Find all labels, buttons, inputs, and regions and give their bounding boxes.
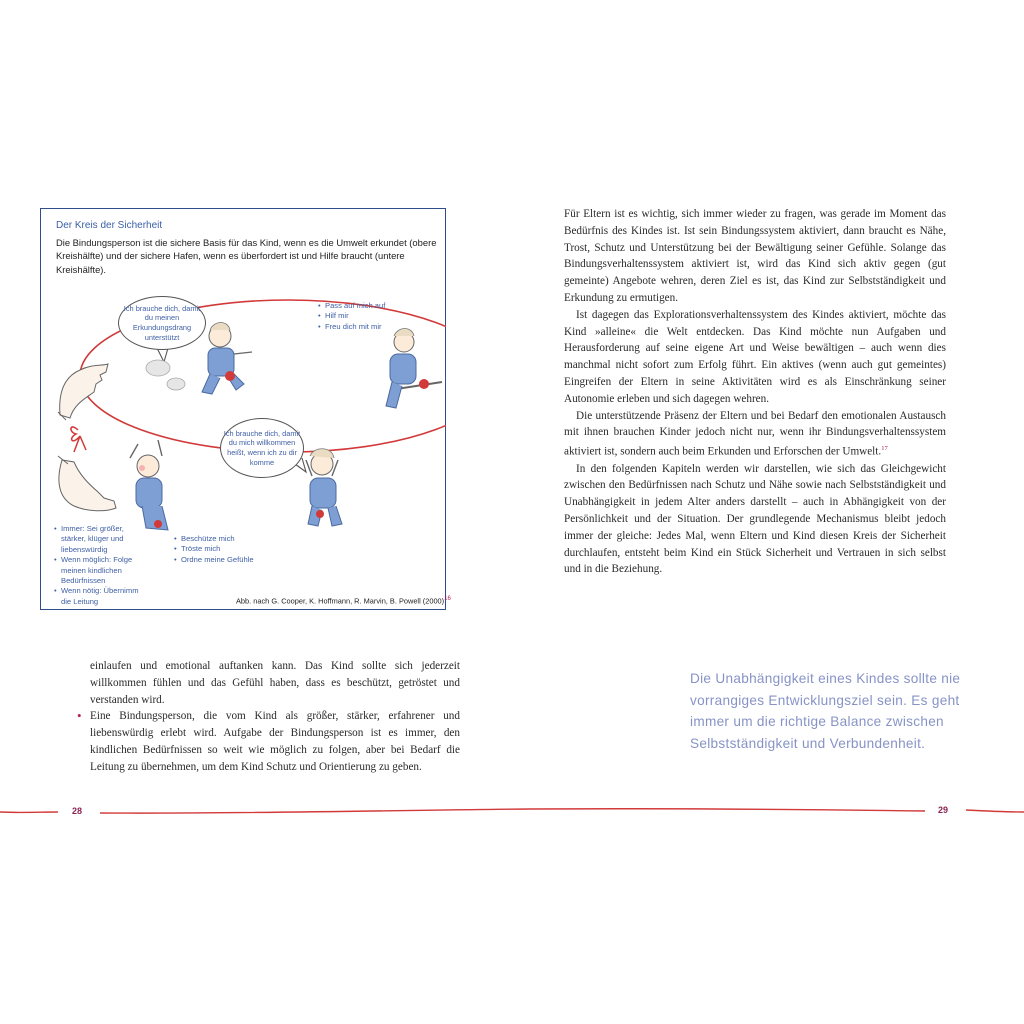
paragraph: In den folgenden Kapiteln werden wir darstellen, wie sich das Gleichgewicht zwischen den Bedürfnissen nach Schutz und Nähe sowie nach Selbstständigkeit und Unabhängigkeit in jedem Alter anders darstellt – auch in Abhängigkeit von der Persönlichkeit und der Situation. Der grundlegende Mechanismus bleibt jedoch immer der gleiche: Jedes Mal, wenn Eltern und Kind diesen Kreis der Sicherheit durchlaufen, entsteht beim Kind ein Stück Sicherheit und Vertrauen in sich selbst und in die Beziehung.	[564, 462, 946, 576]
speech-bubble-exploration	[118, 296, 206, 350]
list-bottom-left	[54, 524, 150, 607]
dust-clouds	[146, 360, 185, 390]
footer-rules	[0, 800, 1024, 824]
bullet-marker: •	[77, 708, 82, 724]
bubble-welcome-text: Ich brauche dich, damit du mich willkommen heißt, wenn ich zu dir komme	[223, 428, 301, 467]
list-top-right	[318, 301, 428, 332]
child-climbing	[386, 329, 442, 409]
figure-title: Der Kreis der Sicherheit	[56, 220, 163, 231]
hand-lower	[58, 456, 116, 511]
list-item: • Tröste mich	[174, 544, 294, 554]
list-item: • Wenn nötig: Übernimm die Leitung	[54, 586, 150, 607]
page-number-left: 28	[72, 806, 83, 816]
bullet-text: Eine Bindungsperson, die vom Kind als größer, stärker, erfahrener und liebenswürdig erlebt wird. Aufgabe der Bindungsperson ist es immer, den kindlichen Bedürfnissen so weit wie möglich zu folgen, aber bei Bedarf die Leitung zu übernehmen, um dem Kind Schutz und Orientierung zu geben.	[90, 710, 460, 773]
list-item: • Pass auf mich auf	[318, 301, 428, 311]
figure-credit-text: Abb. nach G. Cooper, K. Hoffmann, R. Marvin, B. Powell (2000)	[236, 596, 445, 606]
child-arms-up	[130, 440, 168, 530]
figure-credit	[236, 596, 451, 605]
hand-upper	[58, 364, 108, 420]
list-item: • Wenn möglich: Folge meinen kindlichen Bedürfnissen	[54, 555, 150, 586]
paragraph: Ist dagegen das Explorationsverhaltenssystem des Kindes aktiviert, möchte das Kind »alleine« die Welt entdecken. Das Kind möchte nun Aufgaben und Herausforderung auf seine eigene Art und Weise bewältigen – auch wenn dies manchmal nicht sofort zum Erfolg führt. Ein aktives (wenn auch gut gemeintes) Eingreifen der Eltern in seine Aktivitäten wird es als Einschränkung seiner Autonomie erleben und sich dagegen wehren.	[564, 308, 946, 405]
footer-rule-main	[100, 809, 925, 813]
footnote-ref: 16	[444, 596, 451, 602]
child-walking-away	[202, 323, 252, 395]
red-bow	[71, 427, 86, 452]
list-item: • Hilf mir	[318, 311, 428, 321]
bullet-item	[77, 708, 460, 775]
page-number-right: 29	[938, 805, 949, 815]
pull-quote: Die Unabhängigkeit eines Kindes sollte nie vorrangiges Entwicklungsziel sein. Es geht immer um die richtige Balance zwischen Selbstständigkeit und Verbundenheit.	[690, 671, 961, 751]
left-page-text	[77, 658, 460, 776]
paragraph: Für Eltern ist es wichtig, sich immer wieder zu fragen, was gerade im Moment das Bedürfnis des Kindes ist. Ist sein Bindungssystem aktiviert, dann braucht es Nähe, Trost, Schutz und Unterstützung bei der Bewältigung seiner Gefühle. Solange das Bindungsverhaltenssystem aktiviert ist, wird das Kind sich aktiv gegen (gut gemeinte) Angebote wehren, deren Ziel es ist, das Kind zur Selbstständigkeit und Erkundung zu ermutigen.	[564, 208, 946, 304]
child-upset	[306, 449, 342, 526]
paragraph: einlaufen und emotional auftanken kann. Das Kind sollte sich jederzeit willkommen fühlen und das Gefühl haben, dass es beschützt, getröstet und verstanden wird.	[90, 660, 460, 706]
paragraph	[564, 408, 946, 461]
bubble-exploration-text: Ich brauche dich, damit du meinen Erkundungsdrang unterstützt	[123, 303, 201, 342]
speech-bubble-welcome	[220, 418, 304, 478]
list-item: • Immer: Sei größer, stärker, klüger und liebenswürdig	[54, 524, 150, 555]
footer-rule-right-end	[966, 810, 1024, 812]
list-item: • Freu dich mit mir	[318, 322, 428, 332]
figure-intro: Die Bindungsperson ist die sichere Basis für das Kind, wenn es die Umwelt erkundet (obere Kreishälfte) und der sichere Hafen, wenn es überfordert ist und Hilfe braucht (untere Kreishälfte).	[56, 237, 437, 275]
right-page-text	[564, 206, 946, 578]
footnote-ref: 17	[881, 445, 888, 453]
list-item: • Ordne meine Gefühle	[174, 555, 294, 565]
list-bottom-middle	[174, 534, 294, 565]
list-item: • Beschütze mich	[174, 534, 294, 544]
paragraph-text: Die unterstützende Präsenz der Eltern und bei Bedarf den emotionalen Austausch mit ihnen brauchen Kinder jedoch nicht nur, wenn ihr Bindungsverhaltenssystem aktiviert ist, sondern auch beim Erkunden und Erforschen der Umwelt.	[564, 409, 946, 458]
